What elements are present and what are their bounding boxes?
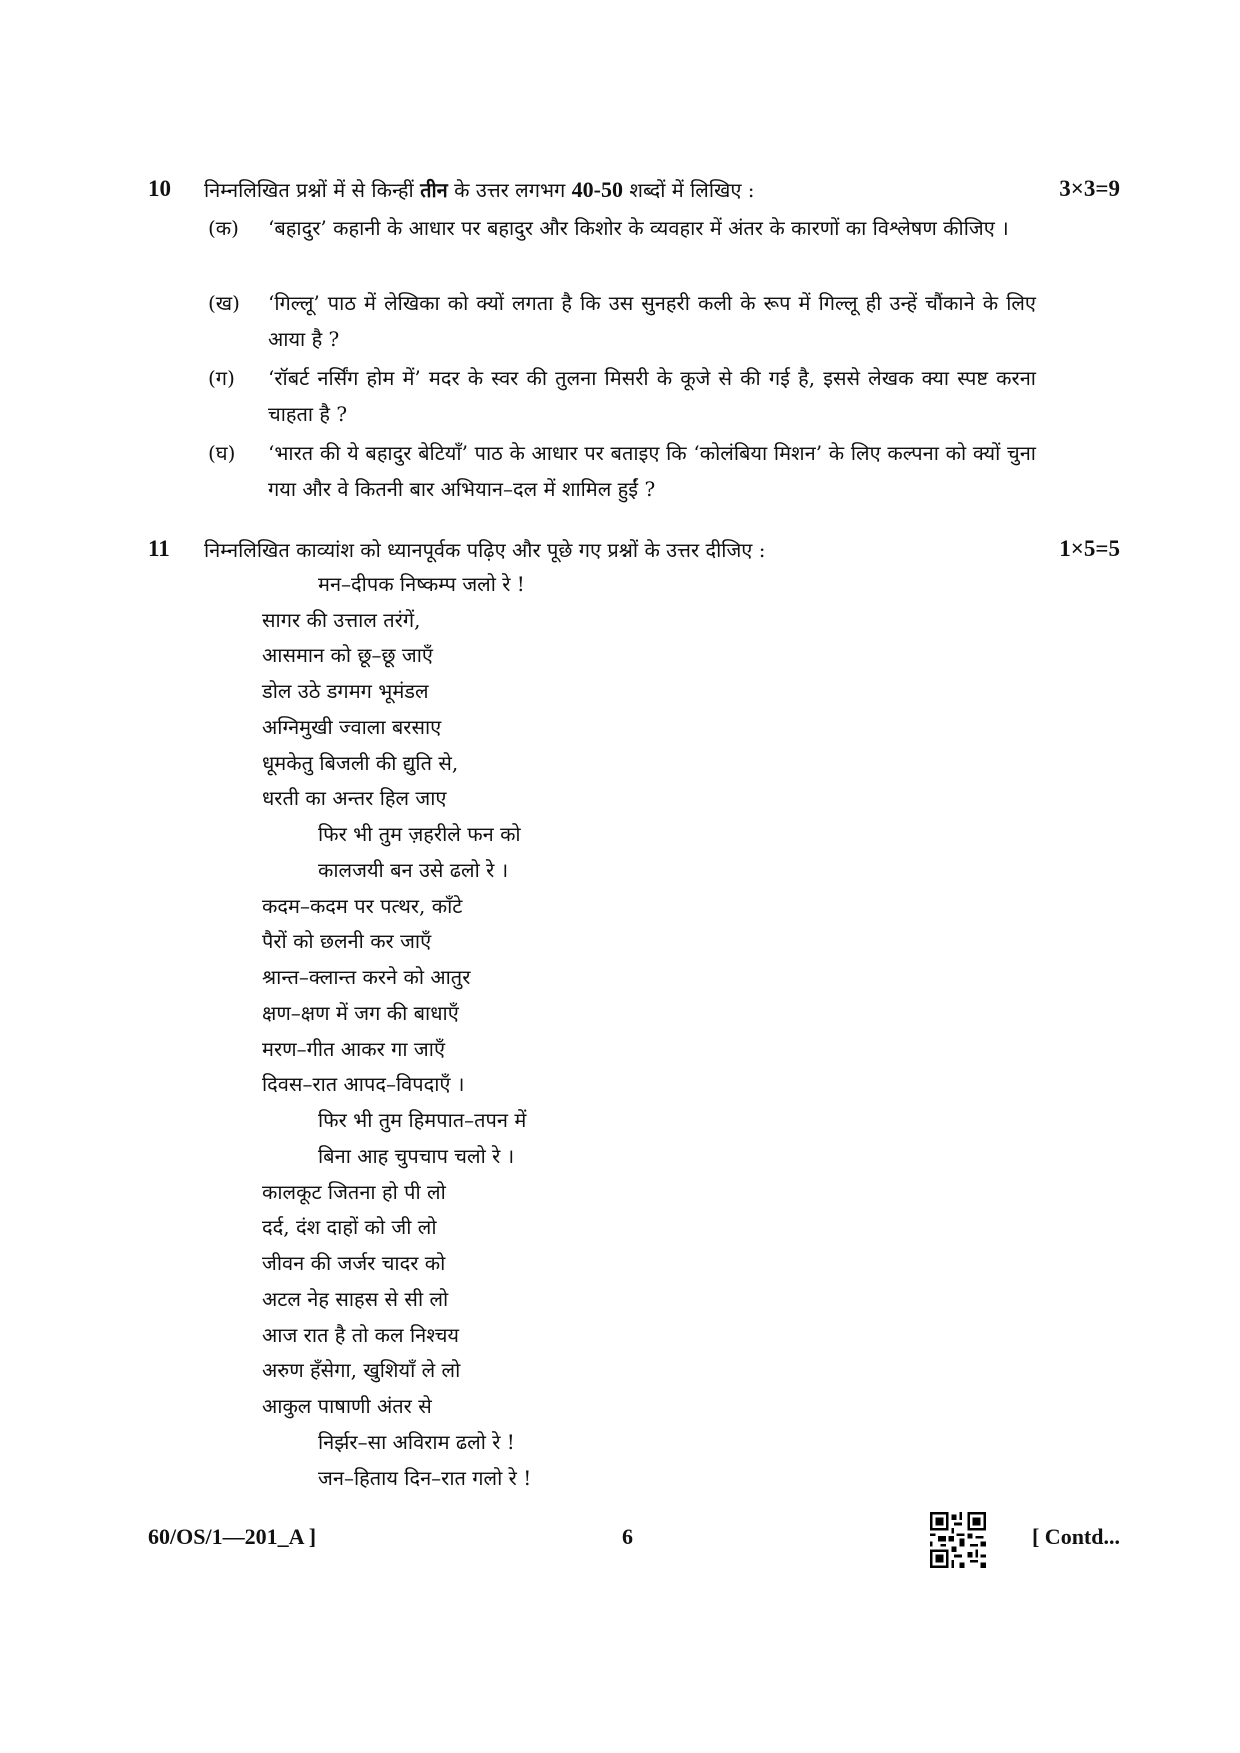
poem-line: अग्निमुखी ज्वाला बरसाए — [262, 715, 442, 739]
poem-line: मन–दीपक निष्कम्प जलो रे ! — [318, 572, 525, 596]
sub-question-label: (ग) — [208, 366, 235, 390]
sub-question-text: ‘गिल्लू’ पाठ में लेखिका को क्यों लगता है कि उस सुनहरी कली के रूप में गिल्लू ही उन्हें चौंकाने के लिए आया है ? — [268, 291, 1036, 351]
poem-line: फिर भी तुम ज़हरीले फन को — [318, 822, 521, 846]
prompt-bold-number: 40-50 — [571, 177, 623, 202]
prompt-part: शब्दों में लिखिए : — [623, 178, 755, 202]
question-11-prompt: निम्नलिखित काव्यांश को ध्यानपूर्वक पढ़िए और पूछे गए प्रश्नों के उत्तर दीजिए : — [204, 538, 766, 562]
poem-line: फिर भी तुम हिमपात–तपन में — [318, 1108, 527, 1132]
qr-code-icon — [930, 1512, 986, 1568]
question-10-marks: 3×3=9 — [1059, 176, 1120, 201]
poem-line: बिना आह चुपचाप चलो रे । — [318, 1144, 515, 1168]
sub-question-label: (क) — [208, 216, 239, 240]
poem-line: पैरों को छलनी कर जाएँ — [262, 929, 432, 953]
prompt-part: निम्नलिखित प्रश्नों में से किन्हीं — [204, 178, 421, 202]
poem-line: कालजयी बन उसे ढलो रे । — [318, 858, 509, 882]
question-11-marks: 1×5=5 — [1059, 536, 1120, 561]
poem-line: जीवन की जर्जर चादर को — [262, 1251, 446, 1275]
poem-line: आज रात है तो कल निश्चय — [262, 1323, 460, 1347]
poem-line: क्षण–क्षण में जग की बाधाएँ — [262, 1001, 459, 1025]
poem-line: अटल नेह साहस से सी लो — [262, 1287, 449, 1311]
sub-question-text: ‘रॉबर्ट नर्सिंग होम में’ मदर के स्वर की तुलना मिसरी के कूजे से की गई है, इससे लेखक क्या स्पष्ट करना चाहता है ? — [268, 366, 1036, 426]
poem-line: धूमकेतु बिजली की द्युति से, — [262, 751, 459, 775]
question-10-number: 10 — [148, 176, 171, 201]
page-number: 6 — [622, 1524, 633, 1549]
poem-line: कालकूट जितना हो पी लो — [262, 1180, 446, 1204]
question-10-prompt — [204, 176, 755, 203]
poem-line: निर्झर–सा अविराम ढलो रे ! — [318, 1430, 515, 1454]
question-11-number: 11 — [148, 536, 170, 561]
prompt-part: के उत्तर लगभग — [447, 178, 572, 202]
sub-question-label: (घ) — [208, 441, 236, 465]
continued-label: [ Contd... — [1031, 1524, 1120, 1549]
poem-line: दर्द, दंश दाहों को जी लो — [262, 1215, 437, 1239]
poem-line: आसमान को छू–छू जाएँ — [262, 643, 433, 667]
poem-line: धरती का अन्तर हिल जाए — [262, 786, 447, 810]
poem-line: अरुण हँसेगा, खुशियाँ ले लो — [262, 1358, 461, 1382]
poem-line: जन–हिताय दिन–रात गलो रे ! — [318, 1466, 532, 1490]
sub-question-label: (ख) — [208, 291, 240, 315]
sub-question-text: ‘बहादुर’ कहानी के आधार पर बहादुर और किशोर के व्यवहार में अंतर के कारणों का विश्लेषण कीजिए । — [268, 216, 1009, 240]
poem-line: आकुल पाषाणी अंतर से — [262, 1394, 432, 1418]
poem-line: डोल उठे डगमग भूमंडल — [262, 679, 429, 703]
poem-line: मरण–गीत आकर गा जाएँ — [262, 1037, 446, 1061]
paper-code: 60/OS/1—201_A ] — [148, 1524, 317, 1549]
poem-line: दिवस–रात आपद–विपदाएँ । — [262, 1072, 465, 1096]
poem-line: कदम–कदम पर पत्थर, काँटे — [262, 894, 463, 918]
poem-line: सागर की उत्ताल तरंगें, — [262, 608, 421, 632]
prompt-bold-word: तीन — [420, 178, 448, 202]
sub-question-text: ‘भारत की ये बहादुर बेटियाँ’ पाठ के आधार पर बताइए कि ‘कोलंबिया मिशन’ के लिए कल्पना को क्यों चुना गया और वे कितनी बार अभियान–दल में शामिल हुईं ? — [268, 441, 1036, 501]
poem-line: श्रान्त–क्लान्त करने को आतुर — [262, 965, 471, 989]
